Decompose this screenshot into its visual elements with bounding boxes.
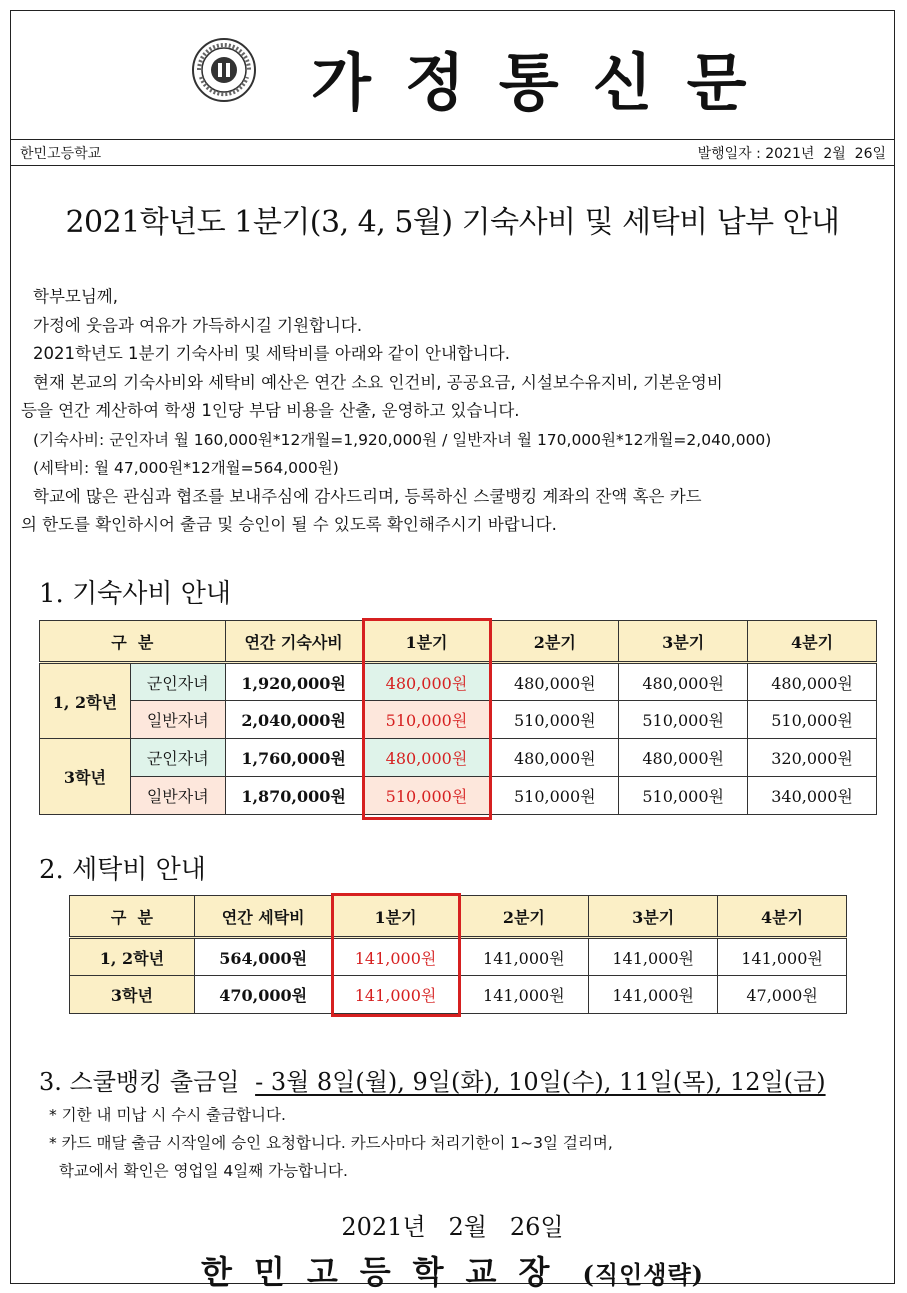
q3-cell: 510,000원: [619, 701, 748, 739]
annual-cell: 1,870,000원: [225, 777, 362, 815]
school-seal-icon: [191, 37, 257, 103]
q4-cell: 510,000원: [748, 701, 877, 739]
q1-cell: 510,000원: [362, 701, 491, 739]
body-line: 등을 연간 계산하여 학생 1인당 부담 비용을 산출, 운영하고 있습니다.: [21, 401, 520, 420]
stamp-omitted-note: (직인생략): [582, 1260, 704, 1289]
banking-note: * 카드 매달 출금 시작일에 승인 요청합니다. 카드사마다 처리기한이 1~3일 걸리며,: [49, 1134, 613, 1152]
q3-cell: 510,000원: [619, 777, 748, 815]
q3-cell: 141,000원: [589, 976, 718, 1014]
letter-body: [21, 283, 897, 540]
q4-cell: 320,000원: [748, 739, 877, 777]
body-line: 의 한도를 확인하시어 출금 및 승인이 될 수 있도록 확인해주시기 바랍니다.: [21, 515, 557, 534]
q4-cell: 480,000원: [748, 663, 877, 701]
q1-dorm-highlight: [362, 618, 492, 820]
q1-cell: 510,000원: [362, 777, 491, 815]
header-q4: 4분기: [718, 896, 847, 938]
header-annual: 연간 기숙사비: [225, 621, 362, 663]
q1-cell: 141,000원: [332, 938, 459, 976]
body-line: 현재 본교의 기숙사비와 세탁비 예산은 연간 소요 인건비, 공공요금, 시설보수유지비, 기본운영비: [33, 372, 723, 392]
type-cell: 군인자녀: [130, 739, 225, 777]
banking-note: 학교에서 확인은 영업일 4일째 가능합니다.: [49, 1162, 348, 1180]
laundry-fee-note: (세탁비: 월 47,000원*12개월=564,000원): [33, 459, 339, 477]
notice-page: [10, 10, 895, 1291]
principal-signature: [11, 1247, 894, 1293]
annual-cell: 1,920,000원: [225, 663, 362, 701]
dorm-section-heading: 1. 기숙사비 안내: [39, 579, 232, 609]
annual-cell: 470,000원: [194, 976, 332, 1014]
grade-cell: 1, 2학년: [40, 663, 131, 739]
q2-cell: 480,000원: [491, 739, 619, 777]
q2-cell: 510,000원: [491, 777, 619, 815]
q2-cell: 141,000원: [459, 938, 589, 976]
document-title: 2021학년도 1분기(3, 4, 5월) 기숙사비 및 세탁비 납부 안내: [65, 205, 840, 240]
q2-cell: 141,000원: [459, 976, 589, 1014]
q1-cell: 480,000원: [362, 663, 491, 701]
q3-cell: 480,000원: [619, 663, 748, 701]
q2-cell: 480,000원: [491, 663, 619, 701]
body-line: 학교에 많은 관심과 협조를 보내주심에 감사드리며, 등록하신 스쿨뱅킹 계좌의 잔액 혹은 카드: [33, 486, 702, 506]
q4-cell: 47,000원: [718, 976, 847, 1014]
annual-cell: 2,040,000원: [225, 701, 362, 739]
q2-cell: 510,000원: [491, 701, 619, 739]
issue-date: 발행일자 : 2021년 2월 26일: [697, 146, 886, 162]
header-q3: 3분기: [619, 621, 748, 663]
dorm-fee-note: (기숙사비: 군인자녀 월 160,000원*12개월=1,920,000원 / 일반자녀 월 170,000원*12개월=2,040,000): [33, 430, 772, 449]
grade-cell: 3학년: [70, 976, 195, 1014]
header-q2: 2분기: [491, 621, 619, 663]
footer-date: 2021년 2월 26일: [341, 1213, 564, 1241]
principal-title: 한민고등학교장: [201, 1253, 572, 1291]
greeting: 학부모님께,: [33, 287, 118, 306]
type-cell: 일반자녀: [130, 701, 225, 739]
info-bar: [11, 139, 894, 166]
body-line: 2021학년도 1분기 기숙사비 및 세탁비를 아래와 같이 안내합니다.: [33, 344, 510, 363]
header-category: 구 분: [70, 896, 195, 938]
type-cell: 일반자녀: [130, 777, 225, 815]
header-annual: 연간 세탁비: [194, 896, 332, 938]
q1-laundry-highlight: [331, 893, 461, 1017]
header-q2: 2분기: [459, 896, 589, 938]
banking-heading: 3. 스쿨뱅킹 출금일: [39, 1068, 240, 1096]
header-q3: 3분기: [589, 896, 718, 938]
header-q1: 1분기: [362, 621, 491, 663]
header-category: 구 분: [40, 621, 226, 663]
header-q4: 4분기: [748, 621, 877, 663]
q1-cell: 480,000원: [362, 739, 491, 777]
header-q1: 1분기: [332, 896, 459, 938]
banking-dates: - 3월 8일(월), 9일(화), 10일(수), 11일(목), 12일(금): [255, 1068, 826, 1096]
annual-cell: 1,760,000원: [225, 739, 362, 777]
banking-notes: [49, 1101, 613, 1185]
q4-cell: 141,000원: [718, 938, 847, 976]
banking-note: * 기한 내 미납 시 수시 출금합니다.: [49, 1106, 286, 1124]
laundry-section-heading: 2. 세탁비 안내: [39, 855, 206, 885]
school-name: 한민고등학교: [20, 146, 102, 162]
letter-title: 가정통신문: [311, 46, 781, 119]
q3-cell: 141,000원: [589, 938, 718, 976]
grade-cell: 1, 2학년: [70, 938, 195, 976]
q4-cell: 340,000원: [748, 777, 877, 815]
type-cell: 군인자녀: [130, 663, 225, 701]
banking-section-heading: [39, 1062, 826, 1097]
body-line: 가정에 웃음과 여유가 가득하시길 기원합니다.: [33, 315, 363, 335]
letterhead: [11, 11, 894, 140]
q3-cell: 480,000원: [619, 739, 748, 777]
q1-cell: 141,000원: [332, 976, 459, 1014]
annual-cell: 564,000원: [194, 938, 332, 976]
grade-cell: 3학년: [40, 739, 131, 815]
